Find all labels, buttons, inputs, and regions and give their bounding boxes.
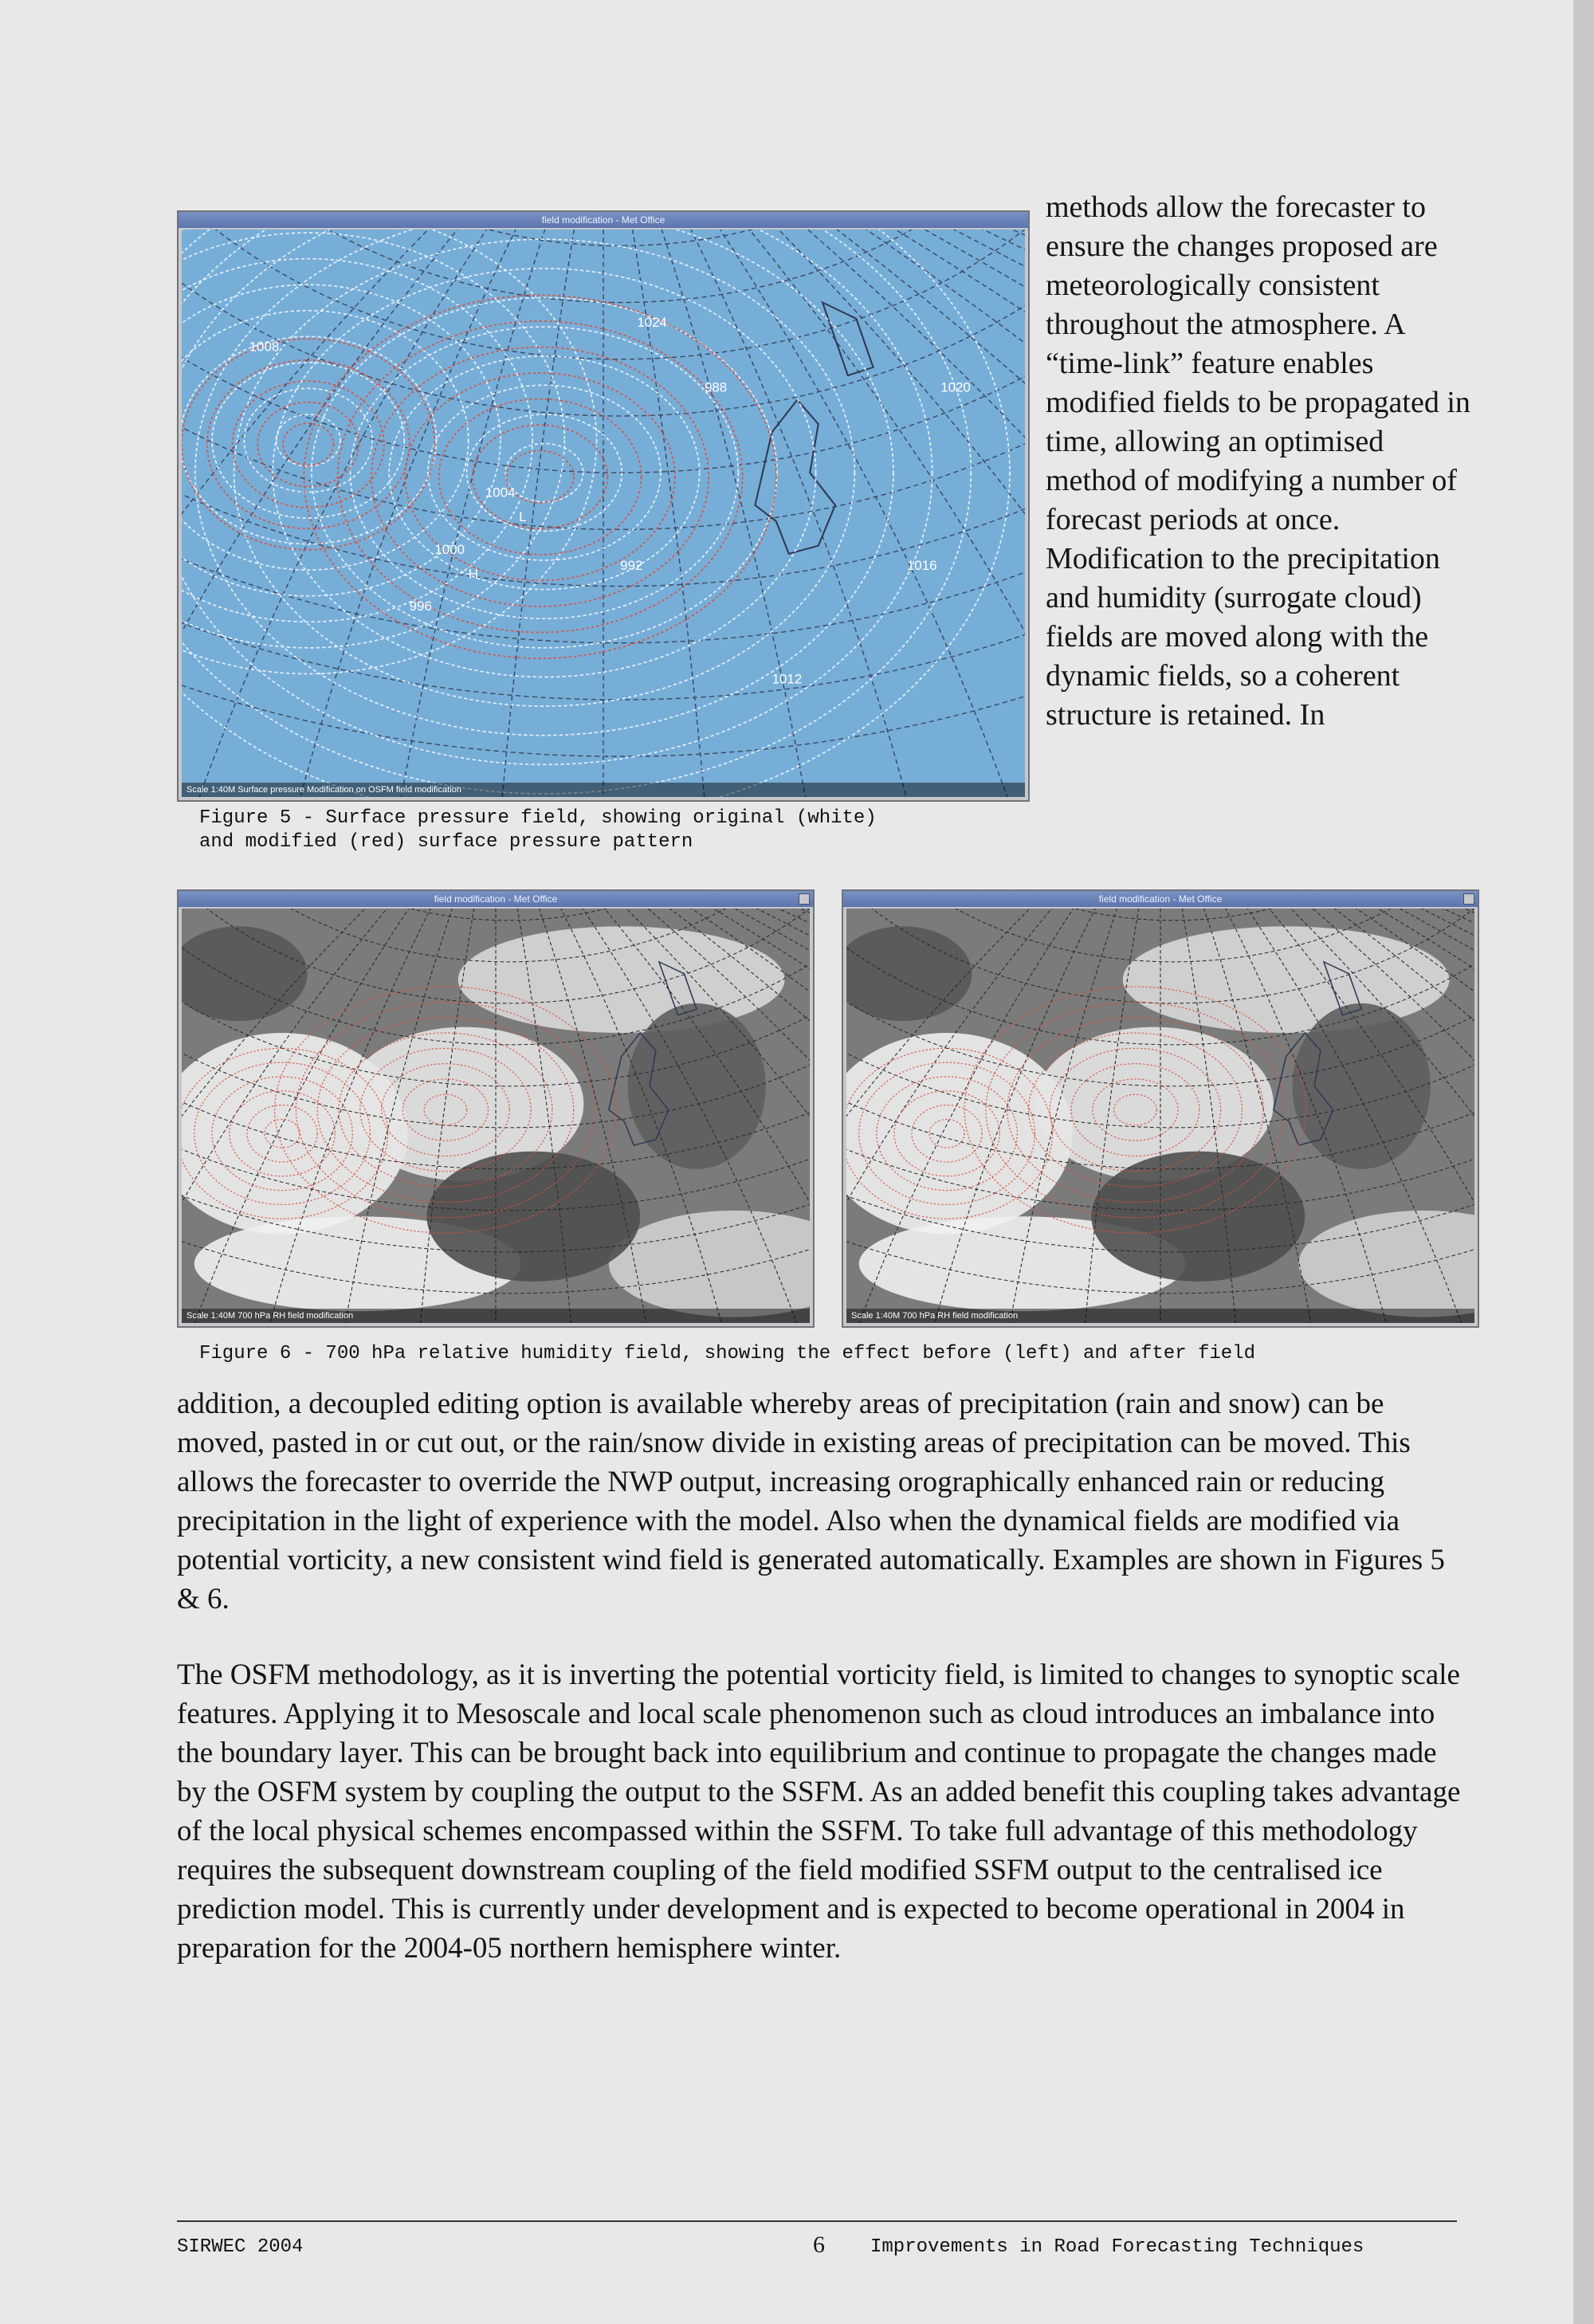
humidity-area (1123, 926, 1450, 1033)
footer-left: SIRWEC 2004 (177, 2236, 304, 2258)
isobar-label: 996 (409, 599, 432, 614)
isobar-label: 1000 (434, 542, 465, 557)
figure-6-right-map (846, 909, 1474, 1323)
isobar-label: 1020 (940, 379, 971, 395)
isobar-label: 1012 (771, 671, 803, 687)
isobar-label: 1008 (249, 339, 280, 355)
isobar-label: 988 (704, 379, 728, 395)
humidity-map-after (846, 909, 1474, 1323)
figure-6-left-map (182, 909, 810, 1323)
humidity-area (1292, 1003, 1430, 1169)
paragraph-1: addition, a decoupled editing option is available whereby areas of precipitation (rain and snow) can be moved, pasted in or cut out, or the rain/snow divide in existing areas of precipitation can be moved. This allows the forecaster to override the NWP output, increasing orographically enhanced rain or reducing precipitation in the light of experience with the model. Also when the dynamical fields are modified via potential vorticity, a new consistent wind field is generated automatically. Examples are shown in Figures 5 & 6. (177, 1388, 1445, 1615)
isobar-label: H (468, 566, 478, 582)
right-column-text: methods allow the forecaster to ensure the changes proposed are meteorologically consistent throughout the atmosphere. A “time-link” feature enables modified fields to be propagated in time, allowing an optimised method of modifying a number of forecast periods at once. Modification to the precipitation and humidity (surrogate cloud) fields are moved along with the dynamic fields, so a coherent structure is retained. In (1046, 190, 1470, 732)
figure-5-status: Scale 1:40M Surface pressure Modification on OSFM field modification (182, 783, 1025, 797)
humidity-area (1091, 1152, 1305, 1282)
figure-6-right-titlebar: field modification - Met Office (843, 891, 1478, 907)
figure-5-map (182, 230, 1025, 797)
paragraph-2: The OSFM methodology, as it is inverting the potential vorticity field, is limited to changes to synoptic scale features. Applying it to Mesoscale and local scale phenomenon such as cloud introduces an imbalance into the boundary layer. This can be brought back into equilibrium and continue to propagate the changes made by the OSFM system by coupling the output to the SSFM. As an added benefit this coupling takes advantage of the local physical schemes encompassed within the SSFM. To take full advantage of this methodology requires the subsequent downstream coupling of the field modified SSFM output to the centralised ice prediction model. This is currently under development and is expected to become operational in 2004 in preparation for the 2004-05 northern hemisphere winter. (177, 1659, 1461, 1965)
figure-5-titlebar: field modification - Met Office (179, 212, 1028, 228)
figure-5-caption: Figure 5 - Surface pressure field, showing original (white) and modified (red) surface pressure pattern (199, 807, 877, 853)
isobar-label: 1024 (637, 315, 667, 330)
figure-6-right-status: Scale 1:40M 700 hPa RH field modification (846, 1309, 1474, 1323)
surface-pressure-map (182, 230, 1025, 797)
figure-6-caption: Figure 6 - 700 hPa relative humidity field, showing the effect before (left) and after field (199, 1343, 1256, 1364)
isobar-label: 992 (620, 558, 643, 574)
page-edge (1573, 0, 1594, 2324)
footer-right: Improvements in Road Forecasting Techniques (870, 2236, 1364, 2258)
figure-6-right-window (842, 889, 1479, 1328)
humidity-area (627, 1003, 765, 1169)
figure-5-window (177, 210, 1030, 802)
figure-6-left-titlebar: field modification - Met Office (179, 891, 813, 907)
isobar-label: 1004 (485, 485, 516, 501)
window-button-icon[interactable] (799, 893, 810, 905)
humidity-area (458, 926, 785, 1033)
isobar-label: L (519, 509, 527, 525)
page-number: 6 (813, 2232, 825, 2258)
humidity-map-before (182, 909, 810, 1323)
figure-6-left-status: Scale 1:40M 700 hPa RH field modification (182, 1309, 810, 1323)
window-button-icon[interactable] (1463, 893, 1474, 905)
footer-rule (177, 2220, 1457, 2222)
isobar-label: 1016 (906, 558, 937, 574)
figure-6-left-window (177, 889, 815, 1328)
